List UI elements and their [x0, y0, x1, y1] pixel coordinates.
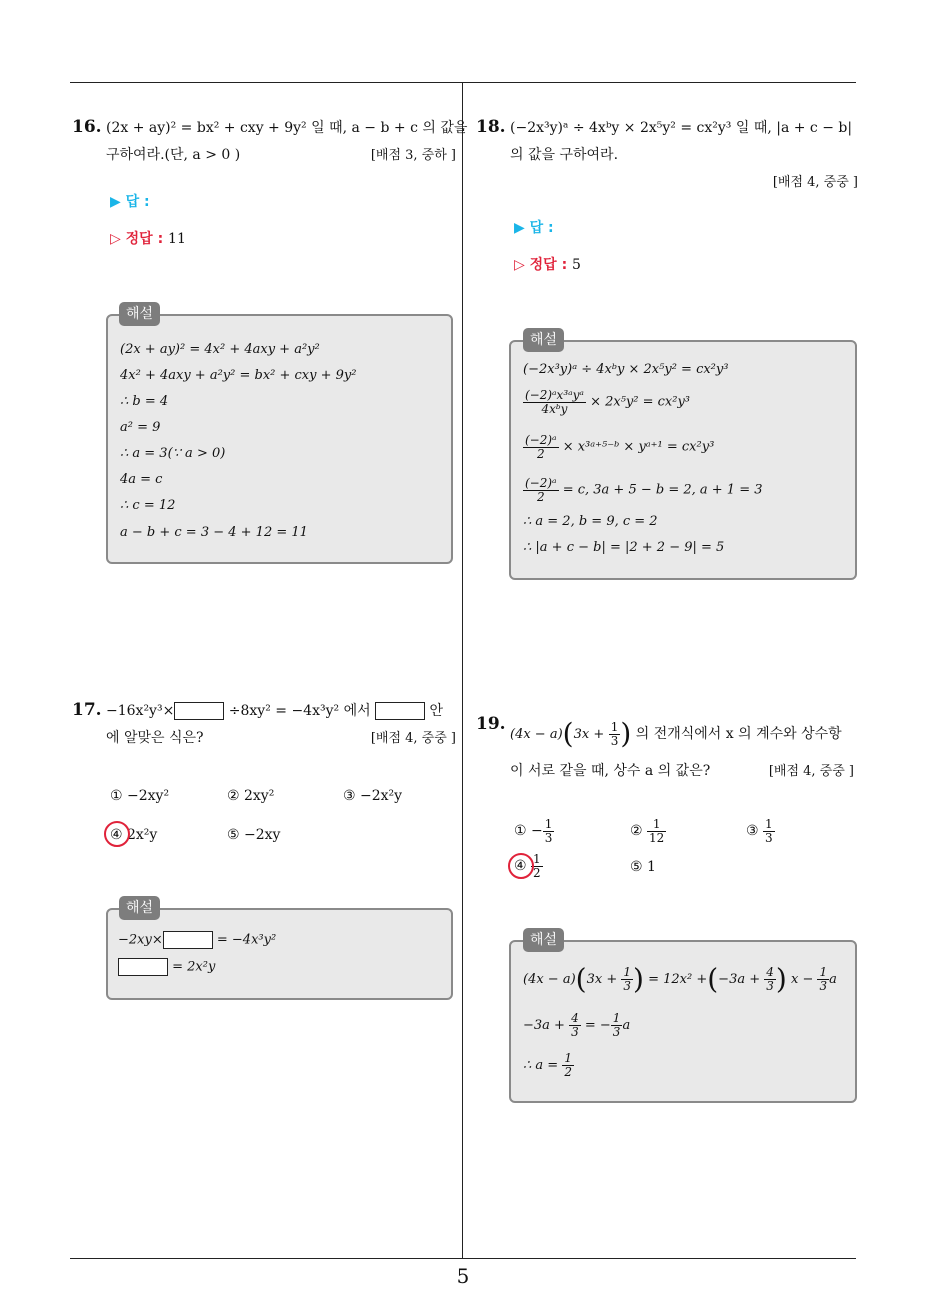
q19-opt2-frac [647, 818, 666, 844]
q19-sol2-num2: 1 [612, 1011, 621, 1026]
q18-sol3-frac [523, 434, 559, 460]
q19-sol3-den: 2 [564, 1065, 572, 1079]
q19-option-5[interactable]: ⑤ 1 [630, 859, 656, 875]
q18-number: 18. [476, 117, 506, 137]
q16-correct-value: 11 [168, 231, 186, 247]
q19-sol1-den3: 3 [819, 979, 828, 993]
q19-paren-close: ) [620, 717, 632, 750]
page-number: 5 [456, 1264, 470, 1288]
q16-line2-wrap [106, 142, 456, 169]
q19-opt3-prefix: ③ [746, 823, 759, 840]
q19-sol-paren: ) [633, 962, 644, 996]
q18-text [510, 115, 858, 196]
q18-correct-value: 5 [572, 257, 581, 273]
q16-correct-answer [110, 228, 186, 248]
q19-sol2a: −3a + [523, 1018, 565, 1033]
q16-line1: (2x + ay)² = bx² + cxy + 9y² 일 때, a − b + c 의 값을 [106, 120, 468, 136]
q19-line1b: 3x + [573, 727, 605, 742]
q19-opt4-prefix: ④ [514, 858, 527, 875]
q19-sol2b: = − [584, 1018, 611, 1033]
q18-sol2-den: 4xᵇy [541, 401, 568, 416]
q17-option-1[interactable]: ① −2xy² [110, 788, 170, 804]
q19-frac-den: 3 [610, 733, 619, 748]
q16-sol-line: ∴ c = 12 [120, 498, 176, 513]
q19-sol1-frac3 [817, 966, 829, 992]
q19-sol1a: (4x − a) [523, 972, 576, 987]
q17-option-3[interactable]: ③ −2x²y [343, 788, 403, 804]
q19-opt3-num: 1 [765, 817, 773, 831]
q19-sol1d: −3a + [718, 972, 761, 987]
q19-opt3-den: 3 [765, 830, 773, 845]
q18-sol-line-6: ∴ |a + c − b| = |2 + 2 − 9| = 5 [523, 540, 725, 555]
q18-answer-label: ▶ 답 : [514, 220, 554, 236]
q16-sol-line: a − b + c = 3 − 4 + 12 = 11 [120, 525, 308, 540]
q19-sol2-den: 3 [571, 1025, 579, 1039]
q19-sol1-frac2 [764, 966, 776, 992]
q19-sol3: ∴ a = [523, 1058, 559, 1073]
q19-line1c: 의 전개식에서 x 의 계수와 상수항 [635, 726, 842, 742]
q19-opt4-num: 1 [533, 852, 541, 866]
q17-sol2: = 2x²y [172, 959, 216, 975]
q17-sol1a: −2xy× [118, 932, 163, 948]
q19-sol2-frac2 [611, 1012, 623, 1038]
q16-answer-label: ▶ 답 : [110, 194, 150, 210]
q19-sol1f: a [829, 972, 837, 987]
q19-line1a: (4x − a) [510, 727, 563, 742]
bottom-rule [70, 1258, 856, 1259]
q17-text [106, 698, 456, 752]
q16-sol-line: 4a = c [120, 472, 163, 487]
q18-sol4-frac [523, 477, 559, 503]
q18-score: [배점 4, 중중 ] [772, 175, 858, 190]
q17-line1a: −16x²y³× [106, 703, 175, 719]
q19-opt1-den: 3 [544, 830, 553, 845]
q17-solution-tag: 해설 [119, 896, 160, 920]
q19-sol-line-3 [523, 1048, 574, 1084]
q19-sol1-num: 1 [623, 965, 632, 980]
q19-line2: 이 서로 같을 때, 상수 a 의 값은? [510, 763, 711, 779]
q17-option-5[interactable]: ⑤ −2xy [227, 827, 281, 843]
q19-option-2[interactable] [630, 818, 666, 844]
q17-sol-line-2 [118, 958, 215, 976]
q19-paren-open: ( [562, 717, 574, 750]
q19-sol2-frac [569, 1012, 581, 1038]
q19-sol1b: 3x + [586, 972, 618, 987]
top-rule [70, 82, 856, 83]
q17-line1 [106, 698, 456, 725]
q19-option-3[interactable] [746, 818, 775, 844]
q18-sol2-rest: × 2x⁵y² = cx²y³ [590, 394, 691, 410]
q19-sol2-num: 4 [571, 1011, 579, 1026]
q17-option-2[interactable]: ② 2xy² [227, 788, 275, 804]
q19-opt4-den: 2 [533, 865, 541, 880]
q19-sol-line-1 [523, 960, 837, 1000]
q19-sol1-num3: 1 [819, 965, 828, 980]
q16-sol-line: ∴ a = 3(∵ a > 0) [120, 446, 226, 461]
q16-score: [배점 3, 중하 ] [370, 148, 456, 163]
q18-sol2-num: (−2)ᵃx³ᵃyᵃ [525, 388, 584, 402]
q16-text [106, 115, 468, 169]
q19-opt1-prefix: ① − [514, 823, 543, 840]
q18-sol-line-5: ∴ a = 2, b = 9, c = 2 [523, 514, 658, 529]
q19-sol1-num2: 4 [766, 965, 774, 980]
q19-sol1-frac [621, 966, 633, 992]
q19-frac [609, 721, 621, 747]
q17-sol-blank-box [163, 931, 213, 949]
q19-opt2-num: 1 [647, 818, 666, 832]
q18-sol4-rest: = c, 3a + 5 − b = 2, a + 1 = 3 [562, 482, 763, 498]
q18-sol-line-4 [523, 477, 763, 503]
q19-sol1-den2: 3 [766, 979, 774, 993]
q19-opt1-num: 1 [544, 817, 553, 831]
q18-line1: (−2x³y)ᵃ ÷ 4xᵇy × 2x⁵y² = cx²y³ 일 때, |a + c − b| [510, 120, 853, 136]
q16-number: 16. [72, 117, 102, 137]
q17-line1b: ÷8xy² = −4x³y² 에서 [228, 703, 371, 719]
q19-sol2c: a [622, 1018, 631, 1033]
q17-number: 17. [72, 700, 102, 720]
q19-sol1c: = 12x² + [648, 972, 708, 987]
q19-frac-num: 1 [610, 719, 619, 734]
q16-correct-label: ▷ 정답 : [110, 231, 164, 247]
q19-sol-paren: ( [707, 962, 719, 996]
q19-sol-paren: ( [575, 962, 587, 996]
q18-sol2-frac [523, 389, 586, 415]
q17-selected-answer-circle [104, 821, 130, 847]
q18-solution-tag: 해설 [523, 328, 564, 352]
q17-sol-blank-box [118, 958, 168, 976]
q19-opt2-den: 12 [649, 830, 665, 845]
q19-opt2-prefix: ② [630, 823, 643, 840]
q17-blank-box [174, 702, 224, 720]
q16-solution-tag: 해설 [119, 302, 160, 326]
q17-solution-box [106, 908, 453, 1000]
q18-sol3-num: (−2)ᵃ [525, 433, 557, 447]
q18-sol4-den: 2 [536, 489, 545, 504]
q19-sol1e: x − [790, 972, 814, 987]
q19-number: 19. [476, 714, 506, 734]
q19-selected-answer-circle [508, 853, 534, 879]
q18-line2: 의 값을 구하여라. [510, 147, 619, 163]
q17-line2: 에 알맞은 식은? [106, 730, 204, 746]
q19-sol2-den2: 3 [612, 1025, 621, 1039]
q16-sol-line: ∴ b = 4 [120, 394, 169, 409]
q17-sol1b: = −4x³y² [216, 932, 277, 948]
q17-blank-box [375, 702, 425, 720]
q17-score: [배점 4, 중중 ] [370, 731, 456, 746]
q19-sol3-num: 1 [564, 1051, 572, 1066]
q18-correct-answer [514, 254, 581, 274]
q18-sol-line-3 [523, 434, 714, 460]
q17-option-4[interactable]: ④ 2x²y [110, 827, 158, 843]
q16-sol-line: (2x + ay)² = 4x² + 4axy + a²y² [120, 342, 320, 357]
q17-line1c: 안 [429, 703, 444, 719]
q19-solution-tag: 해설 [523, 928, 564, 952]
q19-line2-wrap [510, 758, 858, 785]
q19-sol-paren: ) [775, 962, 787, 996]
q19-sol1-den: 3 [623, 979, 632, 993]
q19-sol3-frac [562, 1052, 574, 1078]
q18-sol3-rest: × x³ᵃ⁺⁵⁻ᵇ × yᵃ⁺¹ = cx²y³ [562, 439, 715, 455]
q18-sol-line-2 [523, 389, 690, 415]
q18-sol-line-1: (−2x³y)ᵃ ÷ 4xᵇy × 2x⁵y² = cx²y³ [523, 362, 729, 377]
q19-sol-line-2 [523, 1008, 630, 1044]
q19-score: [배점 4, 중중 ] [768, 764, 854, 779]
q18-sol3-den: 2 [536, 446, 545, 461]
q19-text [510, 712, 858, 785]
q17-sol-line-1 [118, 931, 276, 949]
q16-sol-line: a² = 9 [120, 420, 161, 435]
q17-line2-wrap [106, 725, 456, 752]
q16-sol-line: 4x² + 4axy + a²y² = bx² + cxy + 9y² [120, 368, 357, 383]
column-divider [462, 82, 463, 1258]
q18-correct-label: ▷ 정답 : [514, 257, 568, 273]
q16-line2: 구하여라.(단, a > 0 ) [106, 147, 241, 163]
q19-opt1-frac [543, 818, 555, 844]
q19-opt3-frac [763, 818, 775, 844]
q18-sol4-num: (−2)ᵃ [525, 476, 557, 490]
q19-option-1[interactable] [514, 818, 554, 844]
q19-line1 [510, 712, 858, 756]
